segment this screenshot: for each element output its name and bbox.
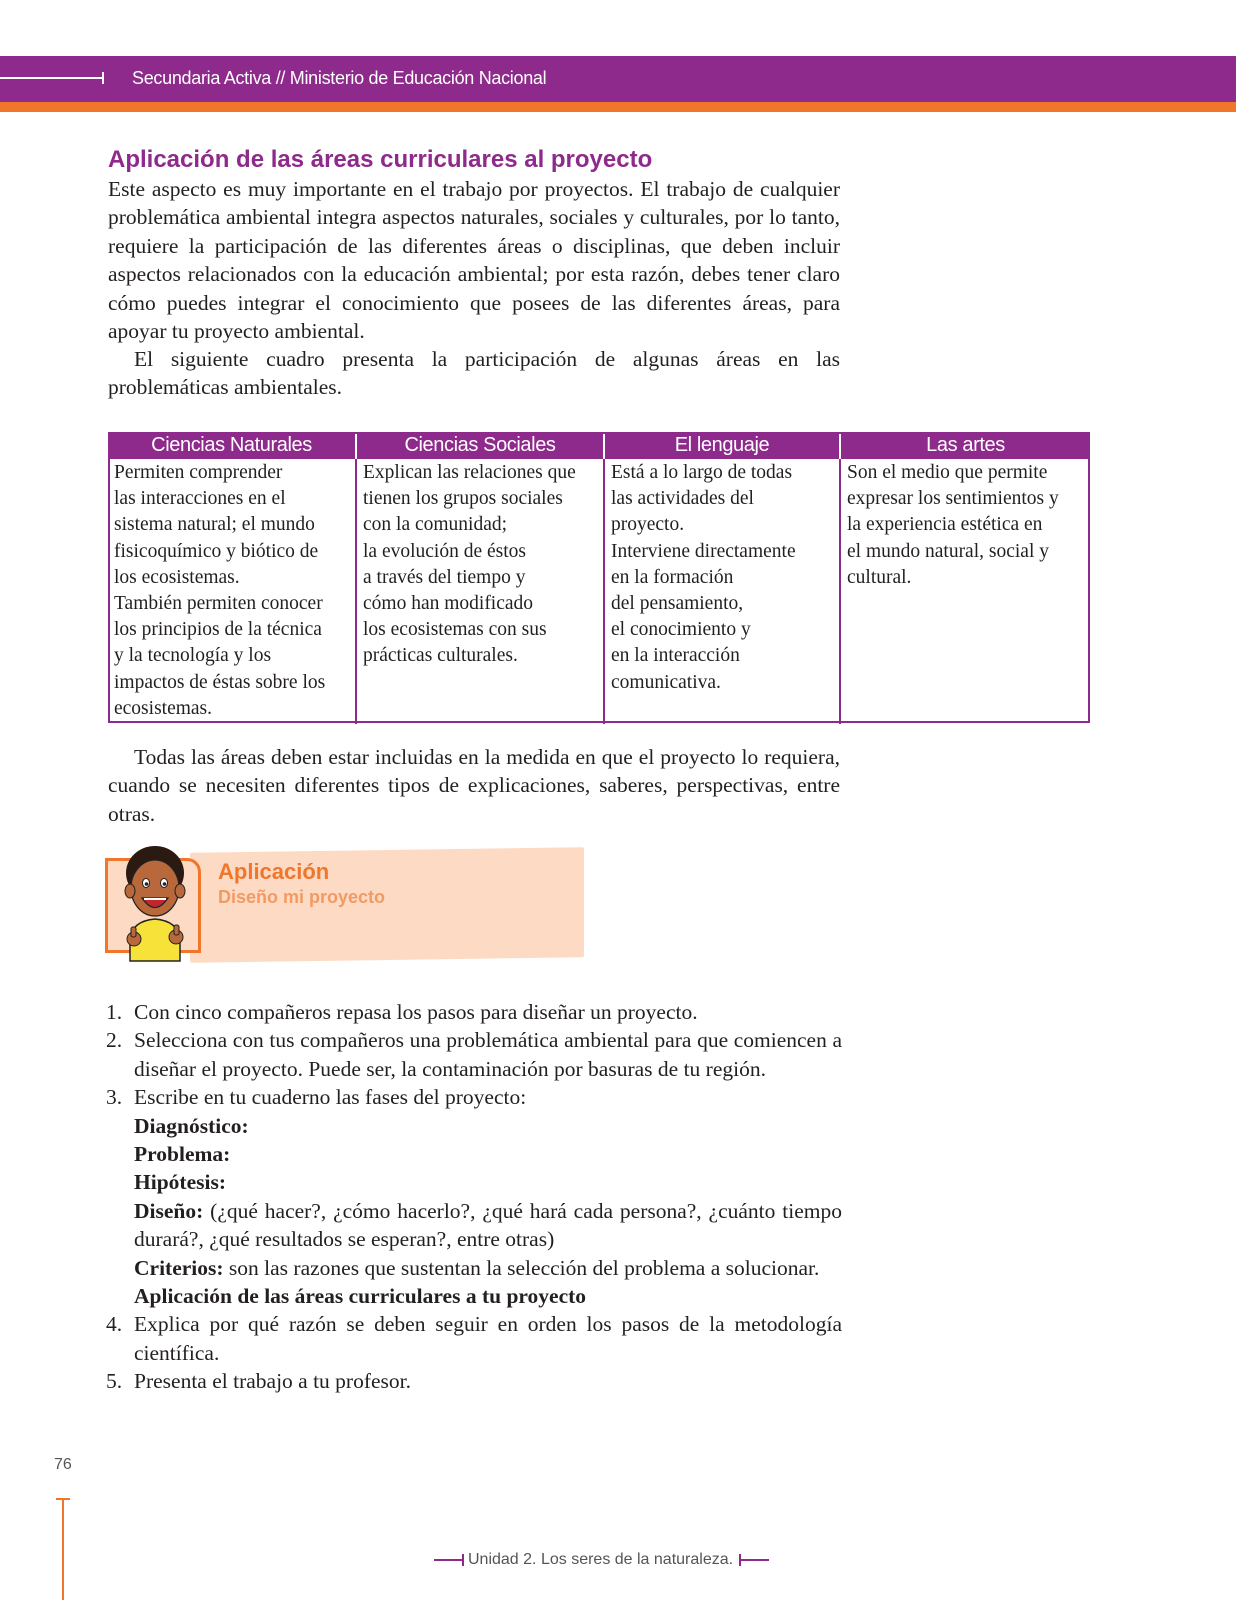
list-text: Con cinco compañeros repasa los pasos para diseñar un proyecto. [134, 1000, 698, 1024]
phase-diagnostico: Diagnóstico: [134, 1113, 249, 1138]
application-title: Aplicación [218, 859, 330, 884]
cell-line: y la tecnología y los [114, 645, 272, 667]
cell-line: en la interacción [611, 645, 740, 667]
list-item [106, 1310, 842, 1367]
cell-line: Está a lo largo de todas [611, 462, 793, 483]
list-number: 1. [106, 1000, 123, 1024]
cell-line: los ecosistemas. [114, 566, 240, 588]
list-item [106, 1026, 842, 1083]
cell-line: cultural. [847, 566, 912, 588]
phase-criterios-text: son las razones que sustentan la selección del problema a solucionar. [223, 1255, 820, 1280]
cell-line: prácticas culturales. [363, 645, 518, 667]
cell-line: las interacciones en el [114, 488, 286, 510]
section-title: Aplicación de las áreas curriculares al proyecto [108, 146, 653, 173]
footer-rule-right [739, 1559, 769, 1561]
table-header-cell: Las artes [840, 432, 1090, 459]
cell-line: del pensamiento, [611, 593, 744, 615]
table-cell-el-lenguaje [604, 459, 840, 724]
areas-table [108, 432, 1090, 724]
application-subtitle: Diseño mi proyecto [218, 887, 386, 907]
table-header-row [108, 432, 1090, 459]
cell-line: Son el medio que permite [847, 462, 1048, 483]
cell-line: impactos de éstas sobre los [114, 671, 326, 693]
table-header-cell: Ciencias Sociales [356, 432, 604, 459]
cell-line: los principios de la técnica [114, 619, 322, 641]
table-cell-ciencias-sociales [356, 459, 604, 724]
table-row [108, 459, 1090, 724]
cell-line: cómo han modificado [363, 593, 534, 615]
phase-aplicacion: Aplicación de las áreas curriculares a tu proyecto [134, 1284, 587, 1309]
phase-problema: Problema: [134, 1142, 231, 1167]
cell-line: la experiencia estética en [847, 514, 1043, 536]
phase-diseno-text: (¿qué hacer?, ¿cómo hacerlo?, ¿qué hará cada persona?, ¿cuánto tiempo durará?, ¿qué resultados se esperan?, entre otras) [134, 1198, 842, 1252]
page-number: 76 [54, 1456, 72, 1473]
cell-line: fisicoquímico y biótico de [114, 540, 319, 562]
margin-rule [62, 1498, 64, 1600]
list-text: Presenta el trabajo a tu profesor. [134, 1369, 412, 1394]
cell-line: el mundo natural, social y [847, 540, 1049, 562]
cell-line: Interviene directamente [611, 540, 796, 562]
footer-unit-title: Los seres de la naturaleza. [536, 1551, 734, 1568]
footer [434, 1550, 769, 1570]
cell-line: También permiten conocer [114, 593, 323, 615]
cell-line: a través del tiempo y [363, 566, 526, 588]
student-mascot-icon [112, 843, 198, 963]
phase-criterios [134, 1254, 842, 1282]
intro-paragraph: Este aspecto es muy importante en el trabajo por proyectos. El trabajo de cualquier problemática ambiental integra aspectos naturales, sociales y culturales, por lo tanto, requiere la participación de las diferentes áreas o disciplinas, que deben incluir aspectos relacionados con la educación ambiental; por esta razón, debes tener claro cómo puedes integrar el conocimiento que posees de las diferentes áreas, para apoyar tu proyecto ambiental. [108, 177, 840, 344]
phase-diseno [134, 1197, 842, 1254]
cell-line: tienen los grupos sociales [363, 488, 563, 510]
cell-line: la evolución de éstos [363, 540, 526, 562]
cell-line: comunicativa. [611, 671, 721, 693]
table-cell-ciencias-naturales [108, 459, 356, 724]
list-item [106, 1367, 842, 1395]
cell-line: en la formación [611, 566, 734, 588]
cell-line: sistema natural; el mundo [114, 514, 315, 536]
list-item [106, 1083, 842, 1310]
cell-line: expresar los sentimientos y [847, 488, 1059, 510]
cell-line: el conocimiento y [611, 619, 751, 641]
cell-line: Permiten comprender [114, 462, 283, 483]
list-text: Explica por qué razón se deben seguir en orden los pasos de la metodología científica. [134, 1312, 842, 1365]
list-number: 3. [106, 1085, 123, 1110]
closing-paragraph: Todas las áreas deben estar incluidas en la medida en que el proyecto lo requiera, cuando se necesiten diferentes tipos de explicaciones, saberes, perspectivas, entre otras. [108, 745, 840, 826]
task-list [106, 998, 842, 1396]
list-text: Escribe en tu cuaderno las fases del proyecto: [134, 1085, 527, 1110]
cell-line: con la comunidad; [363, 514, 508, 536]
table-header-cell: Ciencias Naturales [108, 432, 356, 459]
list-number: 5. [106, 1369, 123, 1394]
header-rule [0, 77, 102, 79]
phase-criterios-label: Criterios: [134, 1255, 224, 1280]
footer-rule-left [434, 1559, 464, 1561]
list-item-body [134, 1083, 842, 1310]
table-intro-paragraph: El siguiente cuadro presenta la participación de algunas áreas en las problemáticas ambientales. [108, 347, 840, 400]
header-rule-tick [102, 72, 104, 84]
phase-hipotesis: Hipótesis: [134, 1170, 226, 1195]
header-title: Secundaria Activa // Ministerio de Educación Nacional [132, 68, 547, 88]
phase-diseno-label: Diseño: [134, 1198, 204, 1223]
cell-line: los ecosistemas con sus [363, 619, 547, 641]
cell-line: ecosistemas. [114, 697, 213, 719]
footer-unit: Unidad 2. [468, 1551, 537, 1568]
list-number: 2. [106, 1028, 123, 1053]
cell-line: Explican las relaciones que [363, 462, 576, 483]
header-accent-stripe [0, 102, 1236, 112]
list-text: Selecciona con tus compañeros una problemática ambiental para que comiencen a diseñar el proyecto. Puede ser, la contaminación por basuras de tu región. [134, 1028, 842, 1081]
list-item [106, 998, 842, 1026]
table-cell-las-artes [840, 459, 1090, 724]
cell-line: las actividades del [611, 488, 754, 510]
cell-line: proyecto. [611, 514, 685, 536]
list-number: 4. [106, 1312, 123, 1337]
table-header-cell: El lenguaje [604, 432, 840, 459]
